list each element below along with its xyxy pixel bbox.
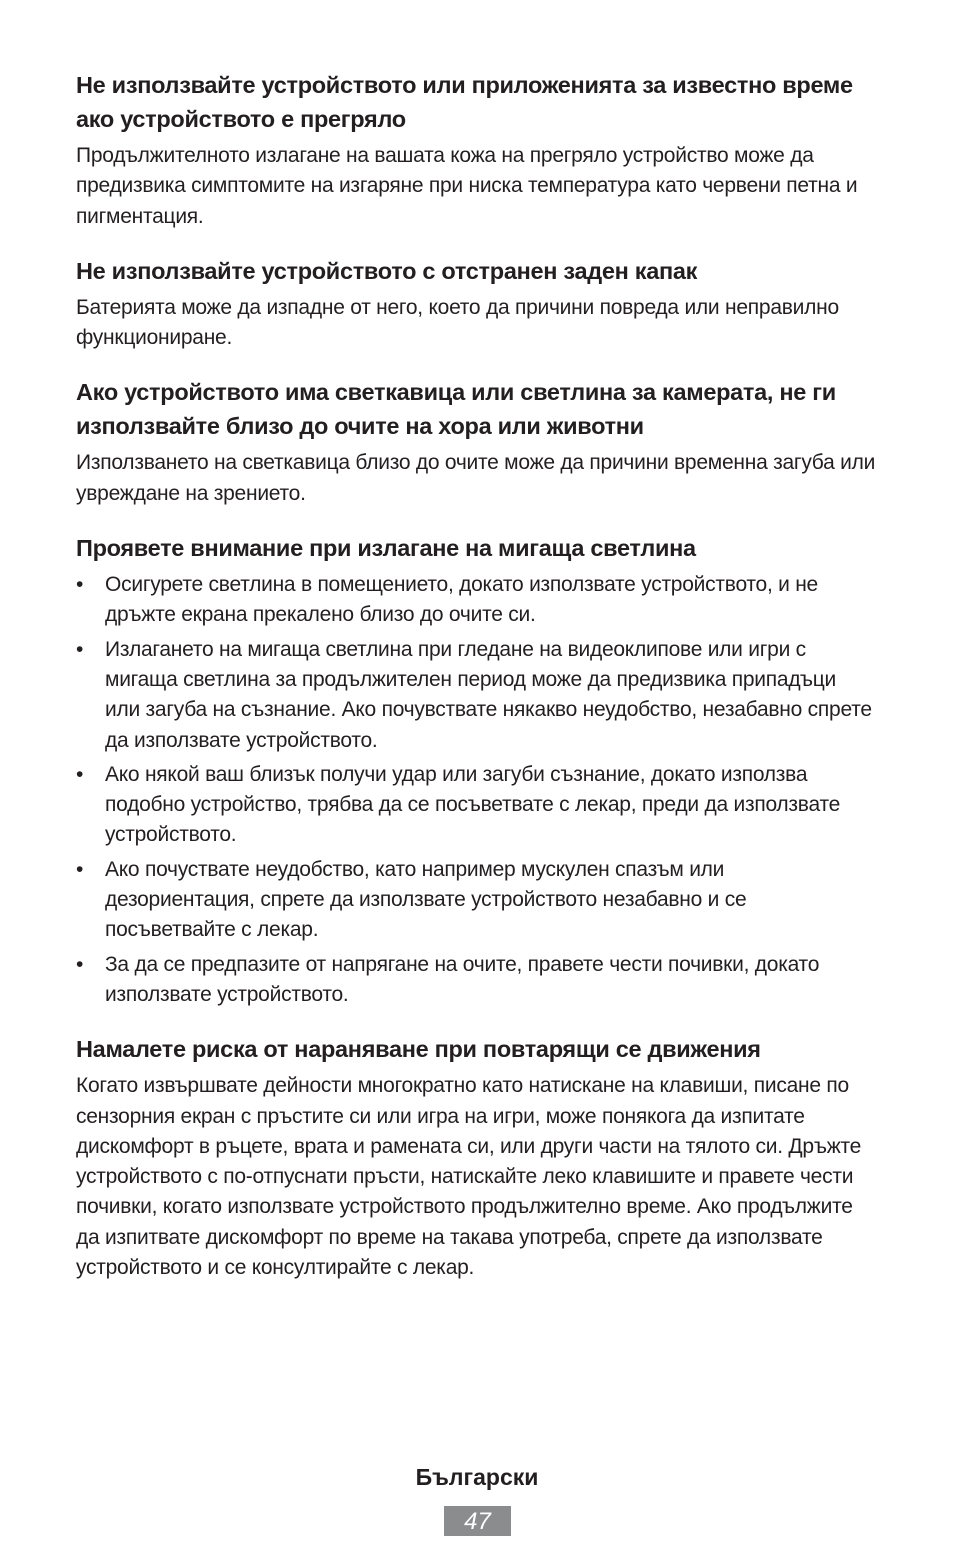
bullet-icon: • <box>76 637 84 661</box>
section-body: Батерията може да изпадне от него, което да причини повреда или неправилно функциониране. <box>76 295 839 350</box>
bullet-list <box>76 570 876 1010</box>
section-heading: Не използвайте устройството или приложенията за известно време ако устройството е прегряло <box>76 72 853 132</box>
list-item-text: Ако почуствате неудобство, като например мускулен спазъм или дезориентация, спрете да използвате устройството незабавно и се посъветвайте с лекар. <box>105 857 747 942</box>
document-page <box>76 68 876 1305</box>
list-item-text: Ако някой ваш близък получи удар или загуби съзнание, докато използва подобно устройство, трябва да се посъветвате с лекар, преди да използвате устройството. <box>105 762 841 847</box>
list-item-text: Излагането на мигаща светлина при гледане на видеоклипове или игри с мигаща светлина за продължителен период може да предизвика припадъци или загуба на съзнание. Ако почувствате някакво неудобство, незабавно спрете да използвате устройството. <box>105 637 872 752</box>
list-item <box>76 570 876 631</box>
bullet-icon: • <box>76 573 84 597</box>
section-heading: Намалете риска от нараняване при повтарящи се движения <box>76 1036 761 1063</box>
bullet-icon: • <box>76 762 84 786</box>
section-heading: Ако устройството има светкавица или светлина за камерата, не ги използвайте близо до очите на хора или животни <box>76 379 836 440</box>
section-overheated-device <box>76 68 876 232</box>
list-item <box>76 855 876 946</box>
section-body: Продължителното излагане на вашата кожа на прегряло устройство може да предизвика симптомите на изгаряне при ниска температура като червени петна и пигментация. <box>76 144 858 228</box>
bullet-icon: • <box>76 952 84 976</box>
section-camera-flash <box>76 375 876 509</box>
section-repetitive-motion <box>76 1032 876 1283</box>
section-heading: Не използвайте устройството с отстранен заден капак <box>76 257 698 284</box>
section-flashing-light <box>76 531 876 1010</box>
section-body: Използването на светкавица близо до очите може да причини временна загуба или увреждане на зрението. <box>76 451 876 505</box>
bullet-icon: • <box>76 857 84 881</box>
footer-language: Български <box>415 1464 539 1490</box>
list-item <box>76 950 876 1011</box>
list-item-text: Осигурете светлина в помещението, докато използвате устройството, и не дръжте екрана прекалено близо до очите си. <box>105 573 818 627</box>
section-body: Когато извършвате дейности многократно като натискане на клавиши, писане по сензорния екран с пръстите си или игра на игри, може понякога да изпитате дискомфорт в ръцете, врата и рамената си, или други части на тялото си. Дръжте устройството с по-отпуснати пръсти, натискайте леко клавишите и правете чести почивки, когато използвате устройството продължително време. Ако продължите да изпитвате дискомфорт по време на такава употреба, спрете да използвате устройството и се консултирайте с лекар. <box>76 1074 862 1280</box>
list-item-text: За да се предпазите от напрягане на очите, правете чести почивки, докато използвате устройството. <box>105 952 820 1006</box>
section-back-cover-removed <box>76 254 876 354</box>
section-heading: Проявете внимание при излагане на мигаща светлина <box>76 535 696 562</box>
list-item <box>76 635 876 756</box>
page-number: 47 <box>444 1506 511 1536</box>
list-item <box>76 760 876 851</box>
